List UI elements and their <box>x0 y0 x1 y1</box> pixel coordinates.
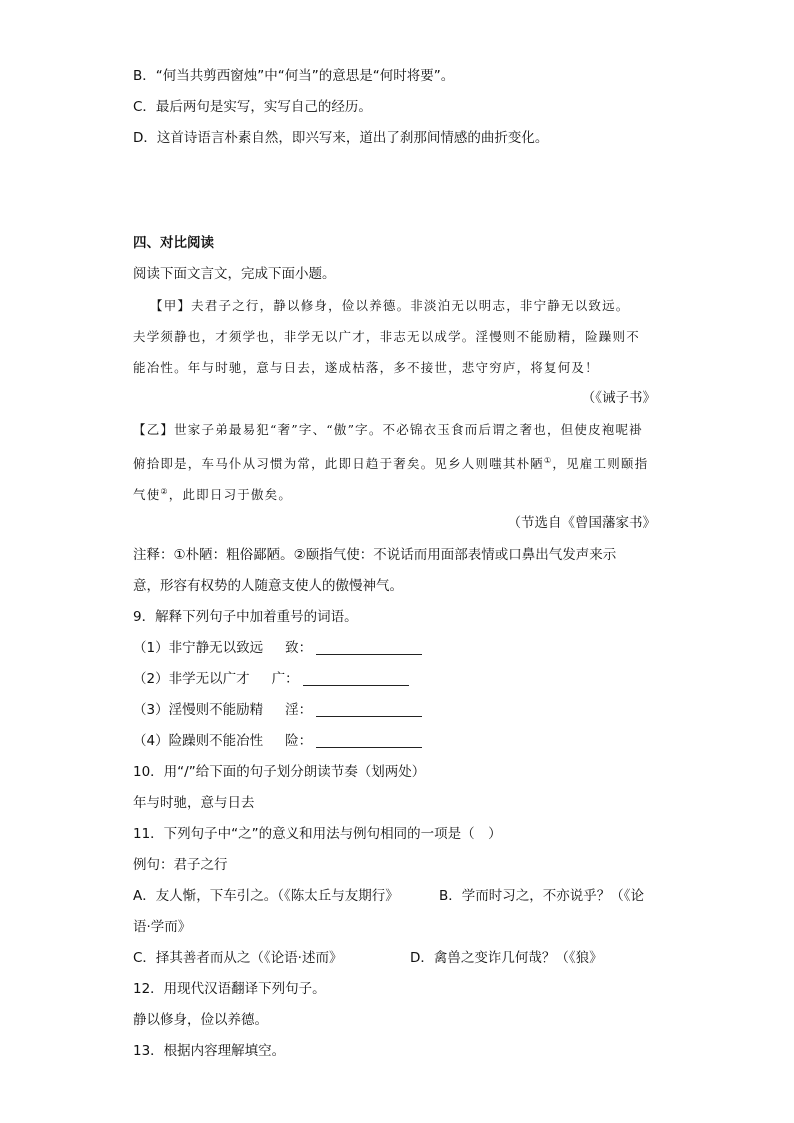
passage-jia-line-3: 能冶性。年与时驰，意与日去，遂成枯落，多不接世，悲守穷庐，将复何及！ <box>133 360 599 375</box>
q12-sentence: 静以修身，俭以养德。 <box>133 1012 268 1028</box>
q13-stem: 13．根据内容理解填空。 <box>133 1043 286 1059</box>
passage-yi-line-2: 俯拾即是，车马仆从习惯为常，此即日趋于奢矣。见乡人则嗤其朴陋①，见雇工则颐指 <box>133 456 649 472</box>
choice-d: D．这首诗语言朴素自然，即兴写来，道出了刹那间情感的曲折变化。 <box>133 130 549 146</box>
q10-stem: 10．用“/”给下面的句子划分朗读节奏（划两处） <box>133 764 426 780</box>
answer-blank-4[interactable] <box>316 733 422 748</box>
q11-option-c: C．择其善者而从之（《论语·述而》 <box>133 950 343 966</box>
footnote-mark-1: ① <box>544 456 553 465</box>
passage-yi-line-1: 【乙】世家子弟最易犯“奢”字、“傲”字。不必锦衣玉食而后谓之奢也，但使皮袍呢褂 <box>133 422 643 437</box>
section-instruction: 阅读下面文言文，完成下面小题。 <box>133 266 336 282</box>
section-title: 四、对比阅读 <box>133 235 214 251</box>
answer-blank-3[interactable] <box>316 702 422 717</box>
q9-item-2: （2）非学无以广才 广： <box>133 669 409 689</box>
notes-line-2: 意，形容有权势的人随意支使人的傲慢神气。 <box>133 578 403 594</box>
q11-stem: 11．下列句子中“之”的意义和用法与例句相同的一项是（ ） <box>133 826 502 842</box>
passage-yi-line-3: 气使②，此即日习于傲矣。 <box>133 487 293 503</box>
q9-item-4: （4）险躁则不能冶性 险： <box>133 731 422 751</box>
q11-option-b: B．学而时习之，不亦说乎？（《论 <box>439 888 645 904</box>
footnote-mark-2: ② <box>160 487 169 496</box>
answer-blank-2[interactable] <box>303 671 409 686</box>
q11-option-a: A．友人惭，下车引之。（《陈太丘与友期行》 <box>133 888 399 904</box>
q11-option-d: D．禽兽之变诈几何哉？（《狼》 <box>410 950 603 966</box>
notes-line-1: 注释：①朴陋：粗俗鄙陋。②颐指气使：不说话而用面部表情或口鼻出气发声来示 <box>133 547 617 563</box>
q10-sentence: 年与时驰，意与日去 <box>133 795 255 811</box>
q12-stem: 12．用现代汉语翻译下列句子。 <box>133 981 326 997</box>
passage-jia-source: （《诫子书》 <box>581 390 656 406</box>
q9-stem: 9．解释下列句子中加着重号的词语。 <box>133 609 358 625</box>
answer-blank-1[interactable] <box>316 640 422 655</box>
passage-jia-line-2: 夫学须静也，才须学也，非学无以广才，非志无以成学。淫慢则不能励精，险躁则不 <box>133 329 640 344</box>
choice-c: C．最后两句是实写，实写自己的经历。 <box>133 99 372 115</box>
q9-item-3: （3）淫慢则不能励精 淫： <box>133 700 422 720</box>
passage-jia-line-1: 【甲】夫君子之行，静以修身，俭以养德。非淡泊无以明志，非宁静无以致远。 <box>150 298 630 313</box>
q11-option-b-cont: 语·学而》 <box>133 919 192 935</box>
q9-item-1: （1）非宁静无以致远 致： <box>133 638 422 658</box>
choice-b: B．“何当共剪西窗烛”中“何当”的意思是“何时将要”。 <box>133 68 455 84</box>
q11-example: 例句：君子之行 <box>133 857 228 873</box>
passage-yi-source: （节选自《曾国藩家书》 <box>507 515 656 531</box>
